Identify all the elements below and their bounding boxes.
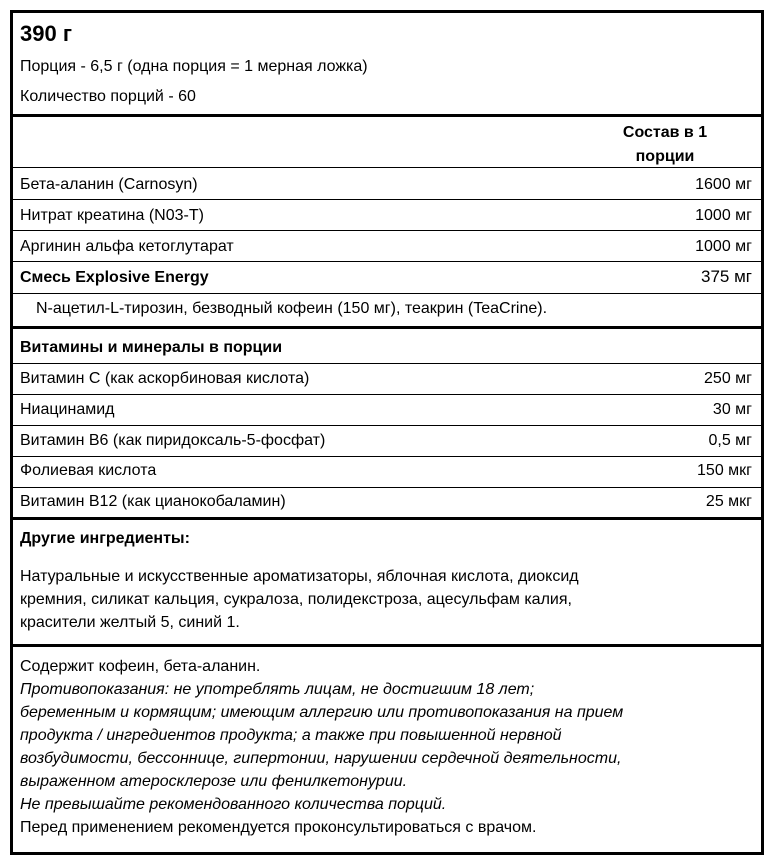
nutrition-facts-panel [10,10,764,855]
contraindications-line: продукта / ингредиентов продукта; а также при повышенной нервной [20,727,562,744]
vitamin-name: Фолиевая кислота [20,462,157,479]
consult-statement: Перед применением рекомендуется проконсультироваться с врачом. [20,819,537,836]
warnings-text [20,655,753,839]
divider [13,425,761,426]
ingredient-amount: 1000 мг [695,238,752,255]
other-ingredients-line: кремния, силикат кальция, сукралоза, полидекстроза, ацесульфам калия, [20,591,572,608]
contraindications-line: выраженном атеросклерозе или фенилкетонурии. [20,773,408,790]
vitamin-amount: 150 мкг [697,462,752,479]
contraindications-line: беременным и кормящим; имеющим аллергию или противопоказания на прием [20,704,624,721]
blend-components: N-ацетил-L-тирозин, безводный кофеин (150 мг), теакрин (TeaCrine). [36,300,548,317]
vitamin-amount: 25 мкг [705,493,752,510]
ingredient-amount: 1000 мг [695,207,752,224]
blend-amount: 375 мг [701,267,752,286]
contains-statement: Содержит кофеин, бета-аланин. [20,658,261,675]
contraindications-line: Не превышайте рекомендованного количества порций. [20,796,447,813]
serving-size: Порция - 6,5 г (одна порция = 1 мерная ложка) [20,58,368,75]
divider [13,487,761,488]
vitamin-name: Витамин В12 (как цианокобаламин) [20,493,286,510]
vitamin-amount: 0,5 мг [708,432,752,449]
ingredient-name: Нитрат креатина (N03-T) [20,207,204,224]
ingredient-name: Аргинин альфа кетоглутарат [20,238,234,255]
divider [13,230,761,231]
contraindications-line: Противопоказания: не употреблять лицам, не достигшим 18 лет; [20,681,535,698]
divider [13,261,761,262]
vitamin-name: Витамин С (как аскорбиновая кислота) [20,370,310,387]
vitamin-amount: 30 мг [712,401,752,418]
divider [13,167,761,168]
column-header-line-1: Состав в 1 [622,124,708,141]
ingredient-amount: 1600 мг [695,176,752,193]
vitamins-title: Витамины и минералы в порции [20,339,283,356]
divider [13,517,761,520]
column-header-line-2: порции [635,148,695,165]
divider [13,363,761,364]
column-header [605,121,725,169]
other-ingredients-text [20,565,753,634]
other-ingredients-title: Другие ингредиенты: [20,530,190,547]
divider [13,456,761,457]
divider [13,394,761,395]
blend-name: Смесь Explosive Energy [20,269,209,286]
divider [13,199,761,200]
divider [13,326,761,329]
contraindications-line: возбудимости, бессоннице, гипертонии, нарушении сердечной деятельности, [20,750,622,767]
ingredient-name: Бета-аланин (Carnosyn) [20,176,198,193]
vitamin-name: Витамин В6 (как пиридоксаль-5-фосфат) [20,432,326,449]
divider [13,644,761,647]
vitamin-name: Ниацинамид [20,401,115,418]
other-ingredients-line: Натуральные и искусственные ароматизаторы, яблочная кислота, диоксид [20,568,579,585]
other-ingredients-line: красители желтый 5, синий 1. [20,614,240,631]
net-weight: 390 г [20,21,72,46]
vitamin-amount: 250 мг [704,370,752,387]
servings-per-container: Количество порций - 60 [20,88,196,105]
divider [13,114,761,117]
divider [13,293,761,294]
